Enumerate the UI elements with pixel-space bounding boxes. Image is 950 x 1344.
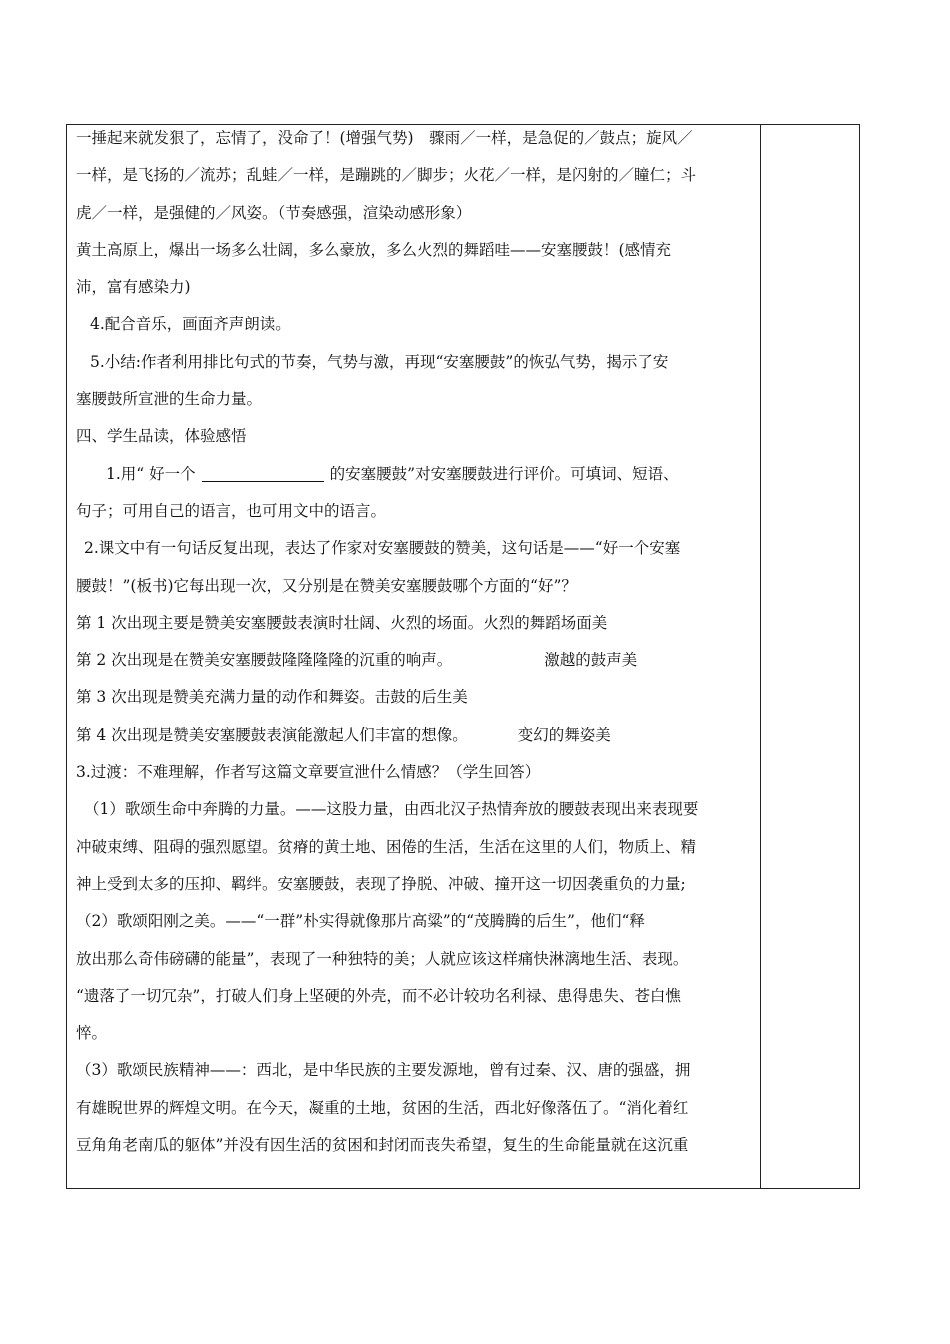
text-line: （2）歌颂阳刚之美。——“一群”朴实得就像那片高粱”的“茂腾腾的后生”，他们“释 (76, 912, 645, 931)
text-line: 3.过渡：不难理解，作者写这篇文章要宣泄什么情感？（学生回答） (76, 763, 541, 782)
occurrence-2-text: 第 2 次出现是在赞美安塞腰鼓隆隆隆隆的沉重的响声。 (76, 651, 453, 670)
text-line: 豆角角老南瓜的躯体”并没有因生活的贫困和封闭而丧失希望，复生的生命能量就在这沉重 (76, 1136, 689, 1155)
text-line: 2.课文中有一句话反复出现，表达了作家对安塞腰鼓的赞美，这句话是——“好一个安塞 (84, 539, 681, 558)
table-column-divider (760, 124, 761, 1189)
text-line: 悴。 (76, 1024, 108, 1043)
text-line: 一样，是飞扬的／流苏；乱蛙／一样，是蹦跳的／脚步；火花／一样，是闪射的／瞳仁；斗 (76, 166, 697, 185)
text-line: 塞腰鼓所宣泄的生命力量。 (76, 390, 263, 409)
text-line: （3）歌颂民族精神——：西北，是中华民族的主要发源地，曾有过秦、汉、唐的强盛，拥 (76, 1061, 691, 1080)
lesson-content (76, 120, 752, 1164)
question-1-line (76, 456, 752, 493)
text-line: 一捶起来就发狠了，忘情了，没命了！(增强气势) 骤雨／一样，是急促的／鼓点；旋风／ (76, 129, 693, 147)
text-line: （1）歌颂生命中奔腾的力量。——这股力量，由西北汉子热情奔放的腰鼓表现出来表现要 (84, 800, 699, 819)
text-line: 第 3 次出现是赞美充满力量的动作和舞姿。击鼓的后生美 (76, 688, 468, 707)
text-line: 5.小结:作者利用排比句式的节奏，气势与激，再现“安塞腰鼓”的恢弘气势，揭示了安 (90, 352, 669, 371)
question-1-prefix: 1.用“ 好一个 (106, 464, 196, 483)
text-line: 冲破束缚、阻碍的强烈愿望。贫瘠的黄土地、困倦的生活，生活在这里的人们，物质上、精 (76, 837, 697, 856)
text-line: 黄土高原上，爆出一场多么壮阔，多么豪放，多么火烈的舞蹈哇——安塞腰鼓！(感情充 (76, 240, 672, 259)
text-line: 第 1 次出现主要是赞美安塞腰鼓表演时壮阔、火烈的场面。火烈的舞蹈场面美 (76, 613, 608, 632)
fill-in-blank (202, 463, 324, 482)
text-line: 沛，富有感染力) (76, 278, 191, 297)
occurrence-4-summary: 变幻的舞姿美 (517, 725, 611, 744)
text-line: 腰鼓！”(板书)它每出现一次，又分别是在赞美安塞腰鼓哪个方面的“好”？ (76, 576, 577, 595)
text-line: “遗落了一切冗杂”，打破人们身上坚硬的外壳，而不必计较功名利禄、患得患失、苍白憔 (76, 986, 681, 1005)
occurrence-4-line (76, 717, 752, 754)
question-1-suffix: 的安塞腰鼓”对安塞腰鼓进行评价。可填词、短语、 (329, 464, 679, 483)
occurrence-2-summary: 激越的鼓声美 (544, 651, 638, 670)
text-line: 有雄睨世界的辉煌文明。在今天，凝重的土地，贫困的生活，西北好像落伍了。“消化着红 (76, 1098, 689, 1117)
text-line: 虎／一样，是强健的／风姿。（节奏感强，渲染动感形象） (76, 203, 472, 222)
text-line: 4.配合音乐，画面齐声朗读。 (90, 315, 291, 334)
occurrence-4-text: 第 4 次出现是赞美安塞腰鼓表演能激起人们丰富的想像。 (76, 725, 468, 744)
text-line: 神上受到太多的压抑、羁绊。安塞腰鼓，表现了挣脱、冲破、撞开这一切因袭重负的力量; (76, 874, 686, 893)
section-heading: 四、学生品读，体验感悟 (76, 427, 247, 446)
text-line: 句子；可用自己的语言，也可用文中的语言。 (76, 501, 387, 520)
text-line: 放出那么奇伟磅礴的能量”，表现了一种独特的美；人就应该这样痛快淋漓地生活、表现。 (76, 949, 689, 968)
occurrence-2-line (76, 642, 752, 679)
